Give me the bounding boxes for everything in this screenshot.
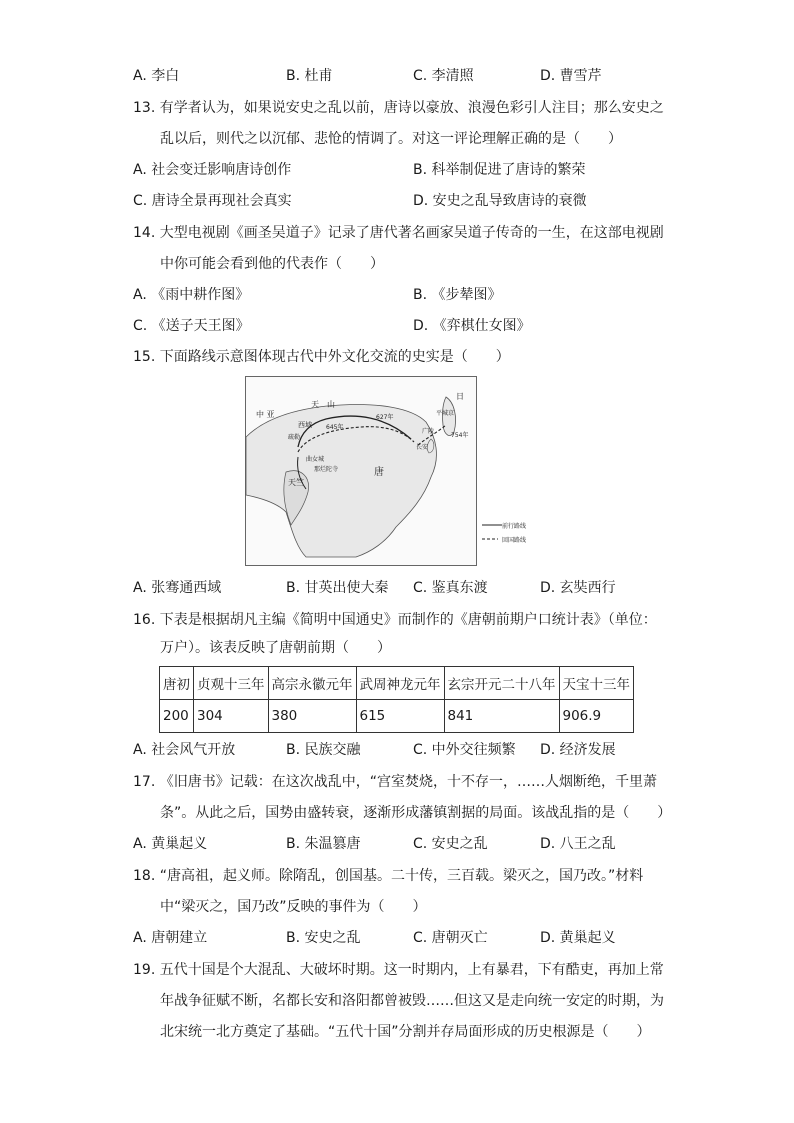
table-cell: 304 bbox=[194, 700, 269, 733]
q17-option-d: D. 八王之乱 bbox=[540, 836, 616, 852]
legend-forward-label: 前行路线 bbox=[502, 523, 527, 530]
route-map bbox=[245, 376, 527, 566]
q13-stem-line1: 13. 有学者认为，如果说安史之乱以前，唐诗以豪放、浪漫色彩引人注目；那么安史之 bbox=[133, 100, 664, 116]
q14-stem-line2: 中你可能会看到他的代表作（ ） bbox=[160, 256, 384, 272]
q17-stem-line1: 17. 《旧唐书》记载：在这次战乱中，“宫室焚烧，十不存一，……人烟断绝，千里萧 bbox=[133, 774, 657, 790]
map-label-xiyu: 西域 bbox=[298, 421, 312, 429]
map-label-pingcheng: 平城京 bbox=[436, 410, 455, 417]
map-label-qunu: 曲女城 bbox=[306, 456, 325, 463]
table-cell: 200 bbox=[160, 700, 194, 733]
table-header-cell: 唐初 bbox=[160, 667, 194, 700]
q12-option-d: D. 曹雪芹 bbox=[540, 68, 602, 84]
map-label-zhongya: 中 亚 bbox=[256, 410, 275, 419]
table-cell: 906.9 bbox=[559, 700, 634, 733]
map-label-nalantuo: 那烂陀寺 bbox=[314, 466, 339, 473]
q19-stem-line1: 19. 五代十国是个大混乱、大破坏时期。这一时期内，上有暴君，下有酷吏，再加上常 bbox=[133, 962, 664, 978]
q18-option-b: B. 安史之乱 bbox=[286, 930, 361, 946]
q18-option-d: D. 黄巢起义 bbox=[540, 930, 616, 946]
q14-option-b: B. 《步辇图》 bbox=[413, 287, 502, 303]
table-header-cell: 贞观十三年 bbox=[194, 667, 269, 700]
map-label-guangling: 广陵 bbox=[422, 428, 435, 435]
q16-option-a: A. 社会风气开放 bbox=[133, 742, 236, 758]
q16-option-b: B. 民族交融 bbox=[286, 742, 361, 758]
q16-option-d: D. 经济发展 bbox=[540, 742, 616, 758]
table-header-cell: 天宝十三年 bbox=[559, 667, 634, 700]
q18-stem-line2: 中“梁灭之，国乃改”反映的事件为（ ） bbox=[160, 899, 427, 915]
q15-option-d: D. 玄奘西行 bbox=[540, 580, 616, 596]
table-cell: 841 bbox=[444, 700, 559, 733]
q16-stem-line2: 万户）。该表反映了唐朝前期（ ） bbox=[160, 640, 391, 656]
q14-stem-line1: 14. 大型电视剧《画圣吴道子》记录了唐代著名画家吴道子传奇的一生，在这部电视剧 bbox=[133, 225, 664, 241]
q13-stem-line2: 乱以后，则代之以沉郁、悲怆的情调了。对这一评论理解正确的是（ ） bbox=[160, 131, 622, 147]
q15-stem: 15. 下面路线示意图体现古代中外文化交流的史实是（ ） bbox=[133, 349, 510, 365]
table-header-cell: 玄宗开元二十八年 bbox=[444, 667, 559, 700]
q18-stem-line1: 18. “唐高祖，起义师。除隋乱，创国基。二十传，三百载。梁灭之，国乃改。”材料 bbox=[133, 868, 644, 884]
q12-option-b: B. 杜甫 bbox=[286, 68, 333, 84]
q17-stem-line2: 条”。从此之后，国势由盛转衰，逐渐形成藩镇割据的局面。该战乱指的是（ ） bbox=[160, 805, 672, 821]
q15-option-c: C. 鉴真东渡 bbox=[413, 580, 488, 596]
table-cell: 380 bbox=[268, 700, 356, 733]
map-label-shule: 疏勒 bbox=[288, 434, 301, 441]
household-stats-table bbox=[159, 666, 634, 733]
map-label-tianzhu: 天竺 bbox=[288, 478, 304, 487]
q16-stem-line1: 16. 下表是根据胡凡主编《简明中国通史》而制作的《唐朝前期户口统计表》（单位： bbox=[133, 612, 657, 628]
q14-option-a: A. 《雨中耕作图》 bbox=[133, 287, 250, 303]
table-header-cell: 高宗永徽元年 bbox=[268, 667, 356, 700]
q19-stem-line2: 年战争征赋不断，名都长安和洛阳都曾被毁……但这又是走向统一安定的时期，为 bbox=[160, 993, 664, 1009]
map-label-changan: 长安 bbox=[416, 444, 429, 451]
q14-option-c: C. 《送子天王图》 bbox=[133, 318, 250, 334]
map-label-754: 754年 bbox=[451, 432, 469, 439]
map-label-ri: 日 bbox=[456, 392, 464, 401]
q16-option-c: C. 中外交往频繁 bbox=[413, 742, 516, 758]
map-label-tianshan: 天 山 bbox=[311, 400, 335, 409]
q17-option-c: C. 安史之乱 bbox=[413, 836, 488, 852]
q17-option-b: B. 朱温篡唐 bbox=[286, 836, 361, 852]
map-label-627: 627年 bbox=[376, 414, 394, 421]
map-label-tang: 唐 bbox=[374, 467, 384, 478]
q13-option-a: A. 社会变迁影响唐诗创作 bbox=[133, 162, 292, 178]
legend-return-label: 回国路线 bbox=[502, 537, 527, 544]
q13-option-d: D. 安史之乱导致唐诗的衰微 bbox=[413, 193, 587, 209]
q18-option-c: C. 唐朝灭亡 bbox=[413, 930, 488, 946]
table-row bbox=[160, 700, 634, 733]
table-header-row bbox=[160, 667, 634, 700]
q18-option-a: A. 唐朝建立 bbox=[133, 930, 208, 946]
map-label-645: 645年 bbox=[326, 424, 344, 431]
q13-option-c: C. 唐诗全景再现社会真实 bbox=[133, 193, 292, 209]
q15-option-b: B. 甘英出使大秦 bbox=[286, 580, 389, 596]
q12-option-c: C. 李清照 bbox=[413, 68, 474, 84]
q12-option-a: A. 李白 bbox=[133, 68, 180, 84]
table-header-cell: 武周神龙元年 bbox=[356, 667, 444, 700]
table-cell: 615 bbox=[356, 700, 444, 733]
q15-option-a: A. 张骞通西域 bbox=[133, 580, 222, 596]
q14-option-d: D. 《弈棋仕女图》 bbox=[413, 318, 531, 334]
q17-option-a: A. 黄巢起义 bbox=[133, 836, 208, 852]
q13-option-b: B. 科举制促进了唐诗的繁荣 bbox=[413, 162, 586, 178]
q19-stem-line3: 北宋统一北方奠定了基础。“五代十国”分割并存局面形成的历史根源是（ ） bbox=[160, 1024, 651, 1040]
